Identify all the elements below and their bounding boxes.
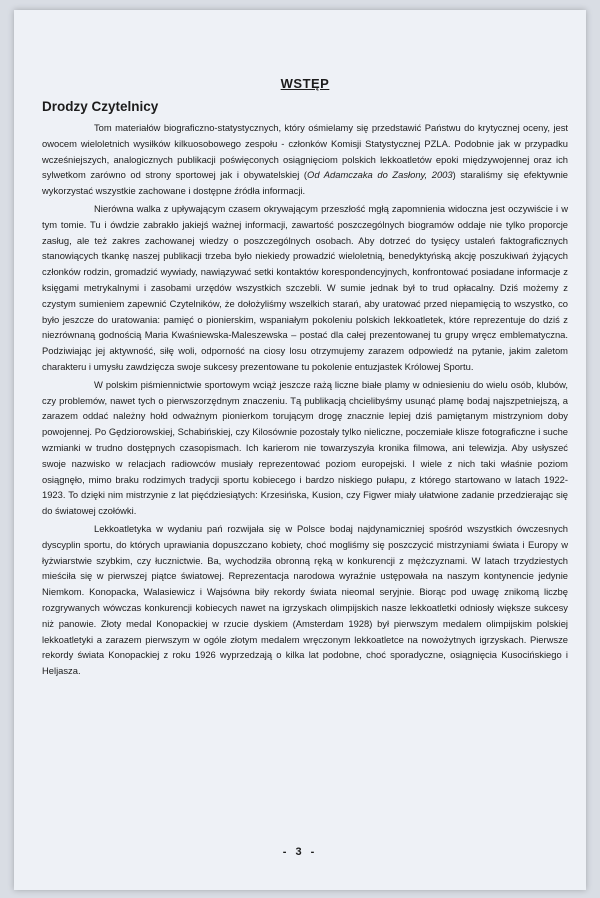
paragraph-2: Nierówna walka z upływającym czasem okrywającym przeszłość mgłą zapomnienia widoczna jest oczywiście i w tym tomie. Tu i ówdzie zabrakło jakiejś ważnej informacji, zawartość poszczególnych biogramów oddaje nie tylko proporcje zasług, ale też zakres zachowanej wiedzy o poszczególnych osobach. Aby dotrzeć do tysięcy ustaleń faktograficznych stanowiących tkankę naszej publikacji trzeba było niekiedy prowadzić wieloletnią, benedyktyńską akcję poszukiwań żyjących członków rodzin, gromadzić wywiady, nawiązywać setki kontaktów korespondencyjnych, konfrontować posiadane informacje z księgami metrykalnymi i zasobami urzędów wszystkich szczebli. W sumie jednak był to trud opłacalny. Dziś możemy z czystym sumieniem zapewnić Czytelników, że dołożyliśmy wszelkich starań, aby uratować przed niepamięcią to wszystko, co było jeszcze do uratowania: pamięć o pionierskim, wspaniałym pokoleniu polskich lekkoatletek, które reprezentuje do dziś z niezrównaną godnością Maria Kwaśniewska-Maleszewska – postać dla całej prezentowanej tu grupy wręcz emblematyczna. Podziwiając jej aktywność, siłę woli, odporność na ciosy losu otrzymujemy zarazem odpowiedź na pytanie, jakim zaletom charakteru i umysłu zawdzięcza swoje sukcesy prezentowane tu pokolenie entuzjastek Królowej Sportu.	[42, 202, 568, 372]
page-content	[42, 76, 568, 681]
book-page	[14, 10, 586, 890]
section-heading: Drodzy Czytelnicy	[42, 99, 159, 114]
paragraph-3: W polskim piśmiennictwie sportowym wciąż jeszcze rażą liczne białe plamy w odniesieniu do wielu osób, klubów, czy problemów, nawet tych o pierwszorzędnym znaczeniu. Tą publikacją chcielibyśmy usunąć plamę bodaj najszpetniejszą, a zarazem oddać należny hołd odważnym pionierkom torującym drogę znacznie lepiej dziś pamiętanym mistrzyniom doby powojennej. Po Gędziorowskiej, Schabińskiej, czy Kilosównie pozostały tylko nieliczne, poczemiałe klisze fotograficzne i suche wzmianki w trudno dostępnych czasopismach. Ich karierom nie towarzyszyła kronika filmowa, ani telewizja. Aby usłyszeć swoje nazwisko w relacjach radiowców musiały reprezentować poziom europejski. I wiele z nich taki właśnie poziom osiągnęło, mimo braku rodzimych tradycji sportu kobiecego i bardzo niskiego pułapu, z którego startowano w latach 1922-1923. To dzięki nim mistrzynie z lat pięćdziesiątych: Krzesińska, Kusion, czy Figwer miały ułatwione zadanie przedzierając się do światowej czołówki.	[42, 378, 568, 517]
book-reference: Od Adamczaka do Zasłony, 2003	[307, 169, 453, 181]
page-number: - 3 -	[282, 846, 318, 858]
paragraph-4: Lekkoatletyka w wydaniu pań rozwijała się w Polsce bodaj najdynamiczniej spośród wszystkich ówczesnych dyscyplin sportu, do których uprawiania dopuszczano kobiety, choć mogliśmy się poszczycić mistrzyniami świata i Europy w łyżwiarstwie szybkim, czy łucznictwie. Ba, wychodziła obronną ręką w konkurencji z mężczyznami. W latach trzydziestych mieściła się w pierwszej piątce światowej. Reprezentacja narodowa wyraźnie ustępowała na naszym kontynencie jedynie Niemkom. Konopacka, Walasiewicz i Wajsówna biły rekordy świata nieomal seryjnie. Biorąc pod uwagę znikomą liczbę rozgrywanych wówczas konkurencji kobiecych nawet na igrzyskach olimpijskich nasze lekkoatletki odniosły większe sukcesy niż panowie. Złoty medal Konopackiej w rzucie dyskiem (Amsterdam 1928) był pierwszym medalem olimpijskim polskiej lekkoatletyki a zarazem pierwszym w ogóle złotym medalem wręczonym lekkoatletce na nowożytnych igrzyskach. Pierwsze rekordy świata Konopackiej z roku 1926 wyprzedzają o kilka lat podobne, choć sporadyczne, osiągnięcia Kusocińskiego i Heljasza.	[42, 522, 568, 677]
paragraph-1-text-b: ) staraliśmy się efektywnie wykorzystać wszystkie zachowane i dostępne źródła informacji.	[42, 169, 568, 197]
paragraph-1	[42, 120, 568, 199]
paragraph-1-text-a: Tom materiałów biograficzno-statystycznych, który ośmielamy się przedstawić Państwu do krytycznej oceny, jest owocem wieloletnich wysiłków kilkuosobowego zespołu - członków Komisji Statystycznej PZLA. Podobnie jak w przypadku wcześniejszych, analogicznych publikacji poświęconych osiągnięciom polskich lekkoatletów epoki międzywojennej oraz ich sylwetkom zarówno od strony sportowej jak i obywatelskiej (	[42, 122, 568, 181]
page-title: WSTĘP	[280, 76, 330, 91]
